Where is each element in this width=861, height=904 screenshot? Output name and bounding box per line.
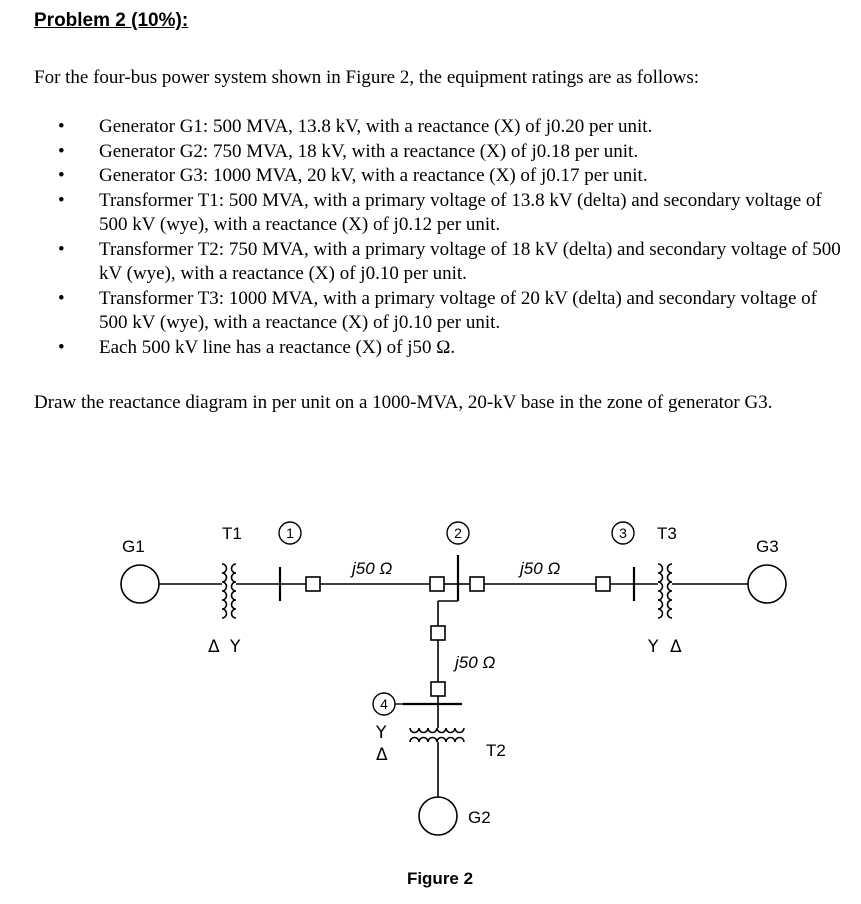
- bus-2-number: 2: [454, 525, 462, 541]
- one-line-diagram: [0, 480, 861, 904]
- rating-text: Transformer T3: 1000 MVA, with a primary voltage of 20 kV (delta) and secondary voltage of 500 kV (wye), with a reactance (X) of j0.10 per unit.: [99, 287, 817, 333]
- t1-label: T1: [222, 524, 242, 543]
- t2-label: T2: [486, 741, 506, 760]
- g3-label: G3: [756, 537, 779, 556]
- t2-secondary-winding: [410, 728, 464, 733]
- intro-text: For the four-bus power system shown in Figure 2, the equipment ratings are as follows:: [34, 67, 700, 88]
- rating-text: Transformer T1: 500 MVA, with a primary voltage of 13.8 kV (delta) and secondary voltage of 500 kV (wye), with a reactance (X) of j0.12 per unit.: [99, 189, 822, 235]
- bus-3-number: 3: [619, 525, 627, 541]
- t1-wye-label: Y: [230, 637, 241, 657]
- t1-delta-label: Δ: [208, 637, 220, 657]
- rating-text: Generator G1: 500 MVA, 13.8 kV, with a reactance (X) of j0.20 per unit.: [99, 116, 653, 137]
- bus-1-number: 1: [286, 525, 294, 541]
- ratings-list: [34, 115, 844, 360]
- breaker-2c: [431, 626, 445, 640]
- problem-heading: Problem 2 (10%):: [34, 10, 189, 31]
- bullet-icon: •: [58, 140, 65, 162]
- bullet-icon: •: [58, 165, 65, 186]
- g2-label: G2: [468, 808, 491, 827]
- bullet-icon: •: [58, 336, 65, 358]
- figure-caption: Figure 2: [406, 869, 474, 888]
- list-item: [34, 164, 844, 189]
- t2-wye-label: Y: [376, 723, 387, 743]
- rating-text: Generator G2: 750 MVA, 18 kV, with a reactance (X) of j0.18 per unit.: [99, 140, 639, 162]
- rating-text: Generator G3: 1000 MVA, 20 kV, with a reactance (X) of j0.17 per unit.: [99, 165, 648, 186]
- breaker-4: [431, 682, 445, 696]
- generator-g3-symbol: [748, 565, 786, 603]
- generator-g1-symbol: [121, 565, 159, 603]
- breaker-3: [596, 577, 610, 591]
- t3-wye-label: Y: [648, 637, 659, 657]
- list-item: [34, 238, 844, 287]
- t1-primary-winding: [222, 564, 227, 618]
- t3-secondary-winding: [658, 564, 663, 618]
- t3-delta-label: Δ: [670, 637, 682, 657]
- generator-g2-symbol: [419, 797, 457, 835]
- line-1-2-reactance: j50 Ω: [352, 559, 393, 578]
- rating-text: Each 500 kV line has a reactance (X) of j50 Ω.: [99, 336, 456, 358]
- task-text: Draw the reactance diagram in per unit on a 1000-MVA, 20-kV base in the zone of generator G3.: [34, 392, 773, 413]
- t2-primary-winding: [410, 738, 464, 743]
- bullet-icon: •: [58, 116, 65, 137]
- list-item: [34, 336, 844, 361]
- list-item: [34, 189, 844, 238]
- list-item: [34, 115, 844, 140]
- t3-label: T3: [657, 524, 677, 543]
- breaker-2b: [470, 577, 484, 591]
- bullet-icon: •: [58, 238, 65, 260]
- breaker-1: [306, 577, 320, 591]
- bus-4-number: 4: [380, 696, 388, 712]
- g1-label: G1: [122, 537, 145, 556]
- line-2-3-reactance: j50 Ω: [520, 559, 561, 578]
- list-item: [34, 140, 844, 165]
- rating-text: Transformer T2: 750 MVA, with a primary voltage of 18 kV (delta) and secondary voltage of 500 kV (wye), with a reactance (X) of j0.10 per unit.: [99, 238, 841, 284]
- bullet-icon: •: [58, 287, 65, 309]
- list-item: [34, 287, 844, 336]
- t1-secondary-winding: [232, 564, 236, 618]
- t2-delta-label: Δ: [376, 745, 388, 765]
- line-2-4-reactance: j50 Ω: [455, 653, 496, 672]
- t3-primary-winding: [668, 564, 673, 618]
- breaker-2a: [430, 577, 444, 591]
- bullet-icon: •: [58, 189, 65, 211]
